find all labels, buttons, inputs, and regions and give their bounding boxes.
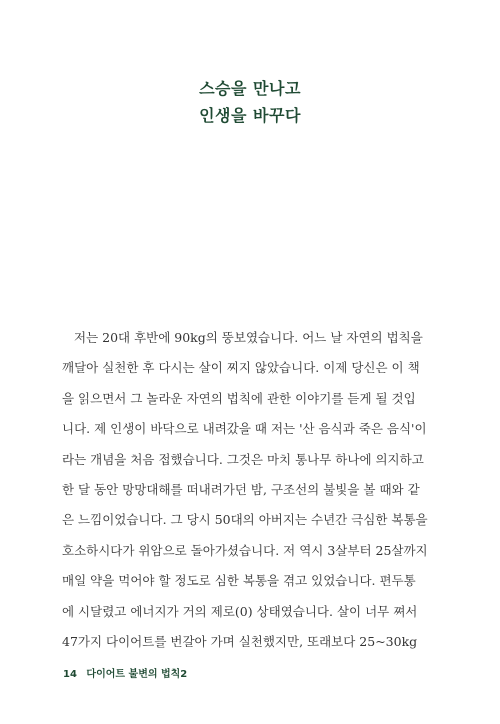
body-line: 깨달아 실천한 후 다시는 살이 찌지 않았습니다. 이제 당신은 이 책 (62, 360, 420, 376)
body-line: 라는 개념을 처음 접했습니다. 그것은 마치 통나무 하나에 의지하고 (62, 451, 424, 467)
body-line: 을 읽으면서 그 놀라운 자연의 법칙에 관한 이야기를 듣게 될 것입 (62, 390, 416, 406)
chapter-title-line-1: 스승을 만나고 (199, 79, 301, 98)
chapter-title-line-2: 인생을 바꾸다 (199, 106, 301, 125)
body-line: 은 느낌이었습니다. 그 당시 50대의 아버지는 수년간 극심한 복통을 (62, 512, 428, 528)
body-line: 호소하시다가 위암으로 돌아가셨습니다. 저 역시 3살부터 25살까지 (62, 542, 428, 558)
page-number: 14 (63, 669, 77, 680)
body-text (62, 323, 442, 657)
body-line: 한 달 동안 망망대해를 떠내려가던 밤, 구조선의 불빛을 볼 때와 같 (62, 481, 420, 497)
body-line: 47가지 다이어트를 번갈아 가며 실천했지만, 또래보다 25~30kg (62, 633, 418, 649)
body-line: 저는 20대 후반에 90kg의 뚱보였습니다. 어느 날 자연의 법칙을 (74, 330, 423, 345)
body-line: 매일 약을 먹어야 할 정도로 심한 복통을 겪고 있었습니다. 편두통 (62, 573, 416, 589)
body-line: 에 시달렸고 에너지가 거의 제로(0) 상태였습니다. 살이 너무 쪄서 (62, 603, 418, 619)
running-book-title: 다이어트 불변의 법칙2 (86, 669, 188, 680)
body-line: 니다. 제 인생이 바닥으로 내려갔을 때 저는 '산 음식과 죽은 음식'이 (62, 421, 427, 437)
page-footer (63, 665, 187, 680)
